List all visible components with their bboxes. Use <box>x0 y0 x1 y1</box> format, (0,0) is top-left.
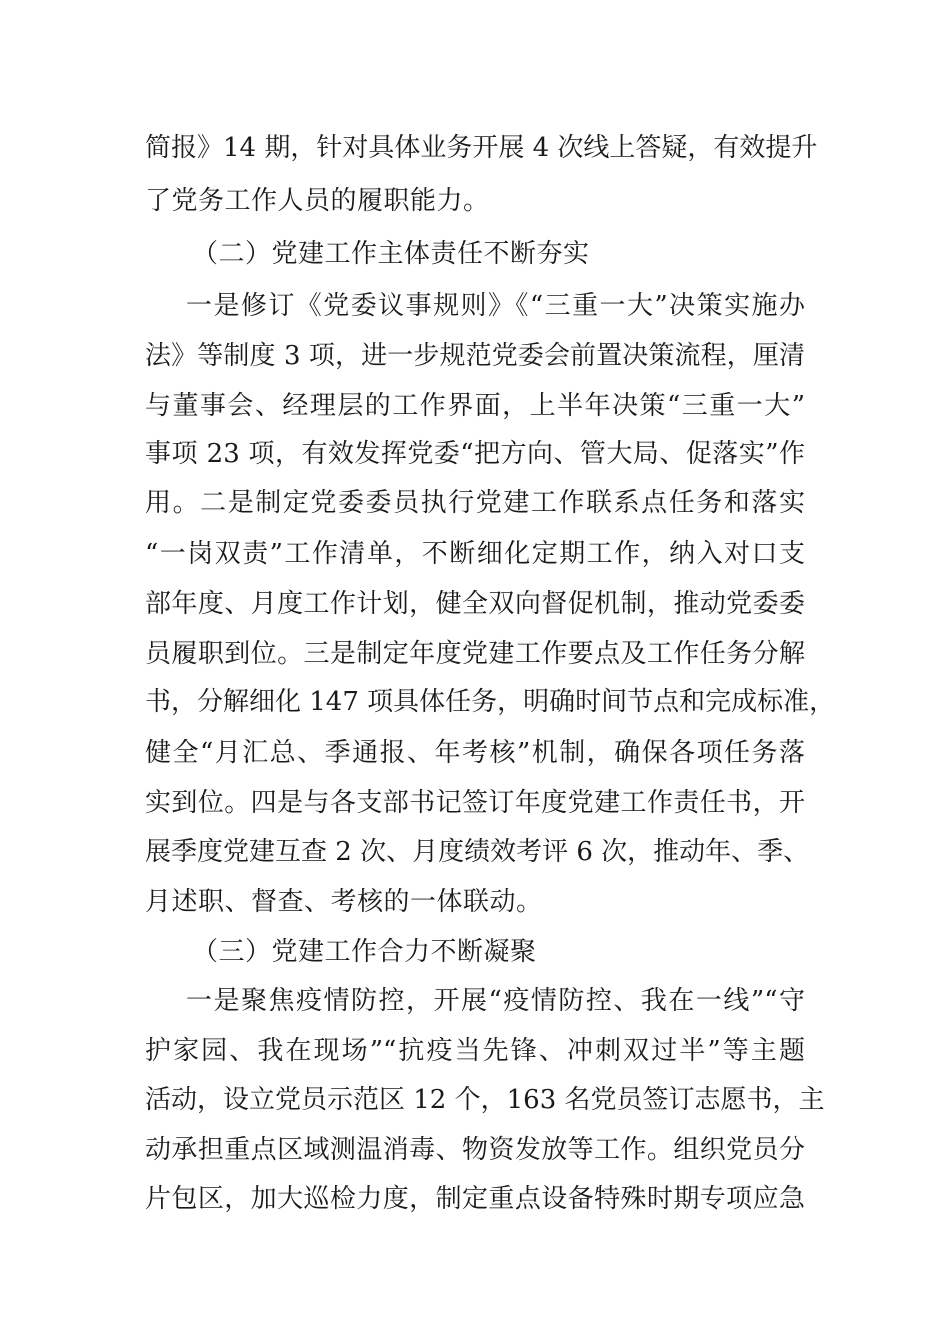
body-text-line: 护家园、我在现场”“抗疫当先锋、冲刺双过半”等主题 <box>145 1036 805 1066</box>
section-heading: （二）党建工作主体责任不断夯实 <box>192 239 590 269</box>
body-text-line: 员履职到位。三是制定年度党建工作要点及工作任务分解 <box>145 639 805 669</box>
body-text-line: 实到位。四是与各支部书记签订年度党建工作责任书，开 <box>145 788 805 818</box>
body-text-line: 了党务工作人员的履职能力。 <box>145 186 490 216</box>
body-text-line: 部年度、月度工作计划，健全双向督促机制，推动党委委 <box>145 589 805 619</box>
body-text-line: 与董事会、经理层的工作界面，上半年决策“三重一大” <box>145 391 805 421</box>
body-text-line: 简报》14 期，针对具体业务开展 4 次线上答疑，有效提升 <box>145 133 818 163</box>
body-text-line: 健全“月汇总、季通报、年考核”机制，确保各项任务落 <box>145 738 805 768</box>
body-text-line: 月述职、督查、考核的一体联动。 <box>145 887 543 917</box>
body-text-line: 法》等制度 3 项，进一步规范党委会前置决策流程，厘清 <box>145 341 805 371</box>
body-text-line: 事项 23 项，有效发挥党委“把方向、管大局、促落实”作 <box>145 439 805 469</box>
body-text-line: 活动，设立党员示范区 12 个，163 名党员签订志愿书，主 <box>145 1085 825 1115</box>
body-text-line: 一是修订《党委议事规则》《“三重一大”决策实施办 <box>186 291 805 321</box>
section-heading: （三）党建工作合力不断凝聚 <box>192 937 537 967</box>
body-text-line: 展季度党建互查 2 次、月度绩效考评 6 次，推动年、季、 <box>145 837 810 867</box>
body-text-line: 书，分解细化 147 项具体任务，明确时间节点和完成标准， <box>145 687 836 717</box>
body-text-line: 片包区，加大巡检力度，制定重点设备特殊时期专项应急 <box>145 1184 805 1214</box>
body-text-line: “一岗双责”工作清单，不断细化定期工作，纳入对口支 <box>145 539 805 569</box>
body-text-line: 用。二是制定党委委员执行党建工作联系点任务和落实 <box>145 488 805 518</box>
body-text-line: 动承担重点区域测温消毒、物资发放等工作。组织党员分 <box>145 1135 805 1165</box>
body-text-line: 一是聚焦疫情防控，开展“疫情防控、我在一线”“守 <box>186 986 805 1016</box>
